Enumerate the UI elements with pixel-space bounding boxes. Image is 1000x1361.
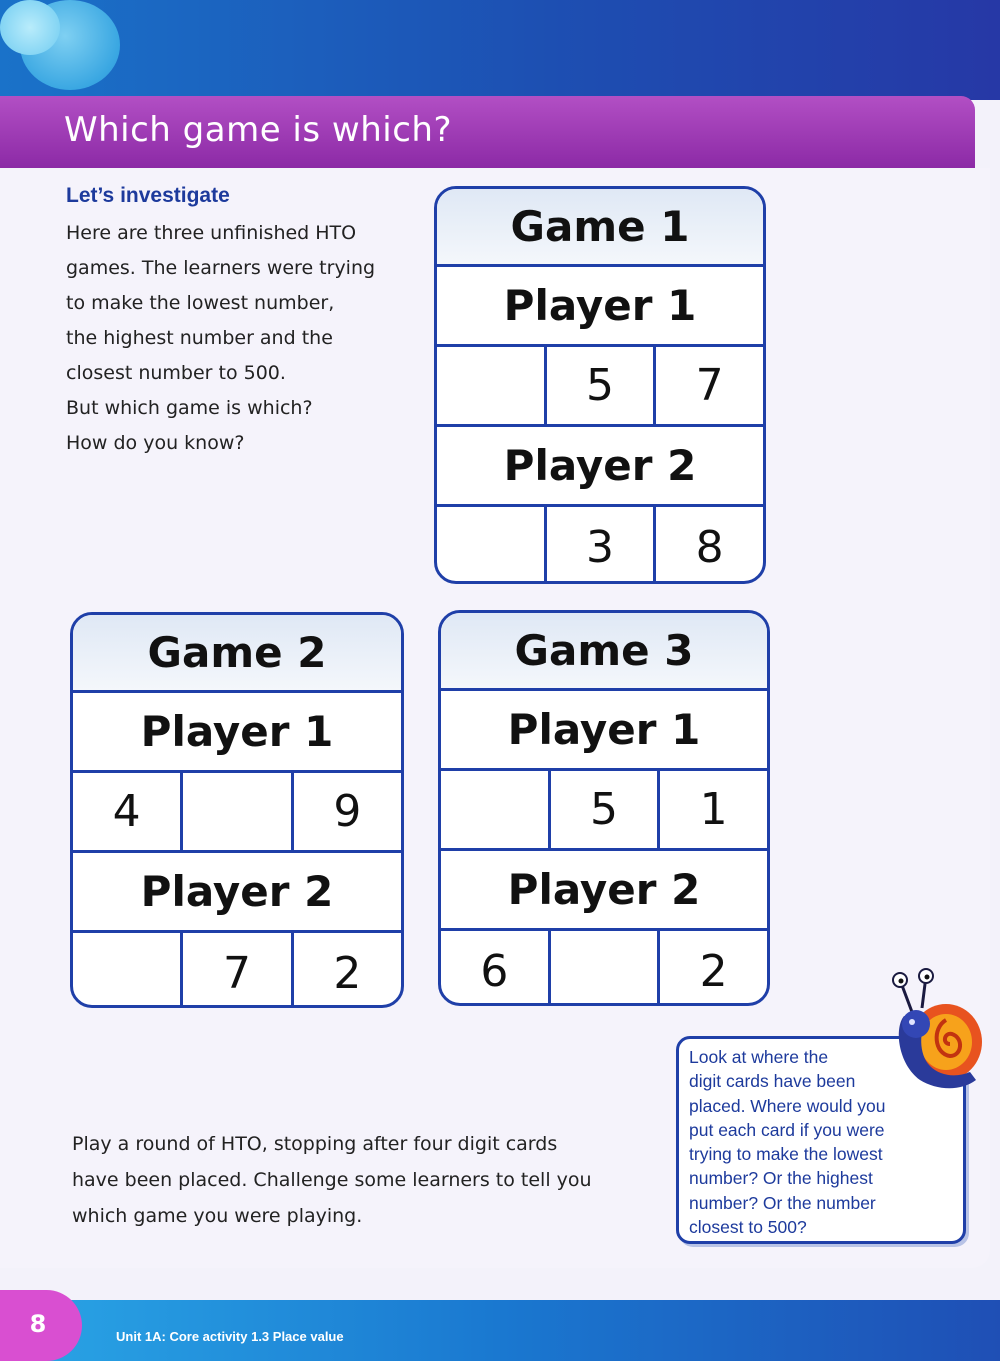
game-1-player-2-digits xyxy=(437,507,763,584)
investigate-line: But which game is which? xyxy=(66,397,313,419)
play-instructions xyxy=(72,1126,672,1234)
game-3-player-1-digits xyxy=(441,771,767,851)
play-line: Play a round of HTO, stopping after four digit cards xyxy=(72,1133,558,1155)
game-2-player-2-digits xyxy=(73,933,401,1008)
hundreds-cell xyxy=(441,771,551,848)
ones-cell: 2 xyxy=(699,945,728,997)
play-line: which game you were playing. xyxy=(72,1205,363,1227)
footer-unit-label: Unit 1A: Core activity 1.3 Place value xyxy=(116,1329,344,1344)
hundreds-cell: 6 xyxy=(441,931,551,1006)
game-2-player-1-label: Player 1 xyxy=(73,693,401,773)
play-line: have been placed. Challenge some learners to tell you xyxy=(72,1169,592,1191)
tens-cell: 3 xyxy=(547,507,657,584)
game-1-card xyxy=(434,186,766,584)
tip-line: number? Or the number xyxy=(689,1192,876,1213)
game-1-player-1-label: Player 1 xyxy=(437,267,763,347)
game-3-card xyxy=(438,610,770,1006)
tens-cell: 5 xyxy=(551,771,661,848)
tip-line: closest to 500? xyxy=(689,1217,807,1238)
hundreds-cell xyxy=(73,933,183,1008)
page-number: 8 xyxy=(29,1310,47,1338)
game-2-player-1-digits xyxy=(73,773,401,853)
game-3-title: Game 3 xyxy=(441,613,767,691)
title-bar xyxy=(0,96,975,168)
game-1-player-2-label: Player 2 xyxy=(437,427,763,507)
tip-line: number? Or the highest xyxy=(689,1168,873,1189)
investigate-line: closest number to 500. xyxy=(66,362,286,384)
page-title: Which game is which? xyxy=(64,110,452,150)
ones-cell: 8 xyxy=(695,521,724,573)
decorative-bubble-small xyxy=(0,0,60,55)
hundreds-cell: 4 xyxy=(73,773,183,850)
game-1-player-1-digits xyxy=(437,347,763,427)
tip-line: digit cards have been xyxy=(689,1071,856,1092)
investigate-heading: Let’s investigate xyxy=(66,184,230,207)
ones-cell: 7 xyxy=(695,360,724,411)
game-2-title: Game 2 xyxy=(73,615,401,693)
game-3-player-2-digits xyxy=(441,931,767,1006)
ones-cell: 1 xyxy=(699,784,728,835)
investigate-line: Here are three unfinished HTO xyxy=(66,222,357,244)
hundreds-cell xyxy=(437,347,547,424)
investigate-line: games. The learners were trying xyxy=(66,257,376,279)
game-2-card xyxy=(70,612,404,1008)
game-3-player-1-label: Player 1 xyxy=(441,691,767,771)
ones-cell: 9 xyxy=(333,786,362,837)
ones-cell: 2 xyxy=(333,947,362,999)
tip-line: trying to make the lowest xyxy=(689,1144,883,1165)
snail-mascot-icon xyxy=(880,968,990,1098)
tip-line: Look at where the xyxy=(689,1047,829,1067)
investigate-text xyxy=(66,216,416,461)
game-3-player-2-label: Player 2 xyxy=(441,851,767,931)
tens-cell: 7 xyxy=(183,933,293,1008)
investigate-line: to make the lowest number, xyxy=(66,292,335,314)
tip-line: placed. Where would you xyxy=(689,1095,886,1116)
investigate-line: the highest number and the xyxy=(66,327,333,349)
game-2-player-2-label: Player 2 xyxy=(73,853,401,933)
tens-cell: 5 xyxy=(547,347,657,424)
game-1-title: Game 1 xyxy=(437,189,763,267)
tip-line: put each card if you were xyxy=(689,1119,885,1140)
tens-cell xyxy=(183,773,293,850)
header-band xyxy=(0,0,1000,100)
investigate-line: How do you know? xyxy=(66,432,245,454)
tens-cell xyxy=(551,931,661,1006)
hundreds-cell xyxy=(437,507,547,584)
